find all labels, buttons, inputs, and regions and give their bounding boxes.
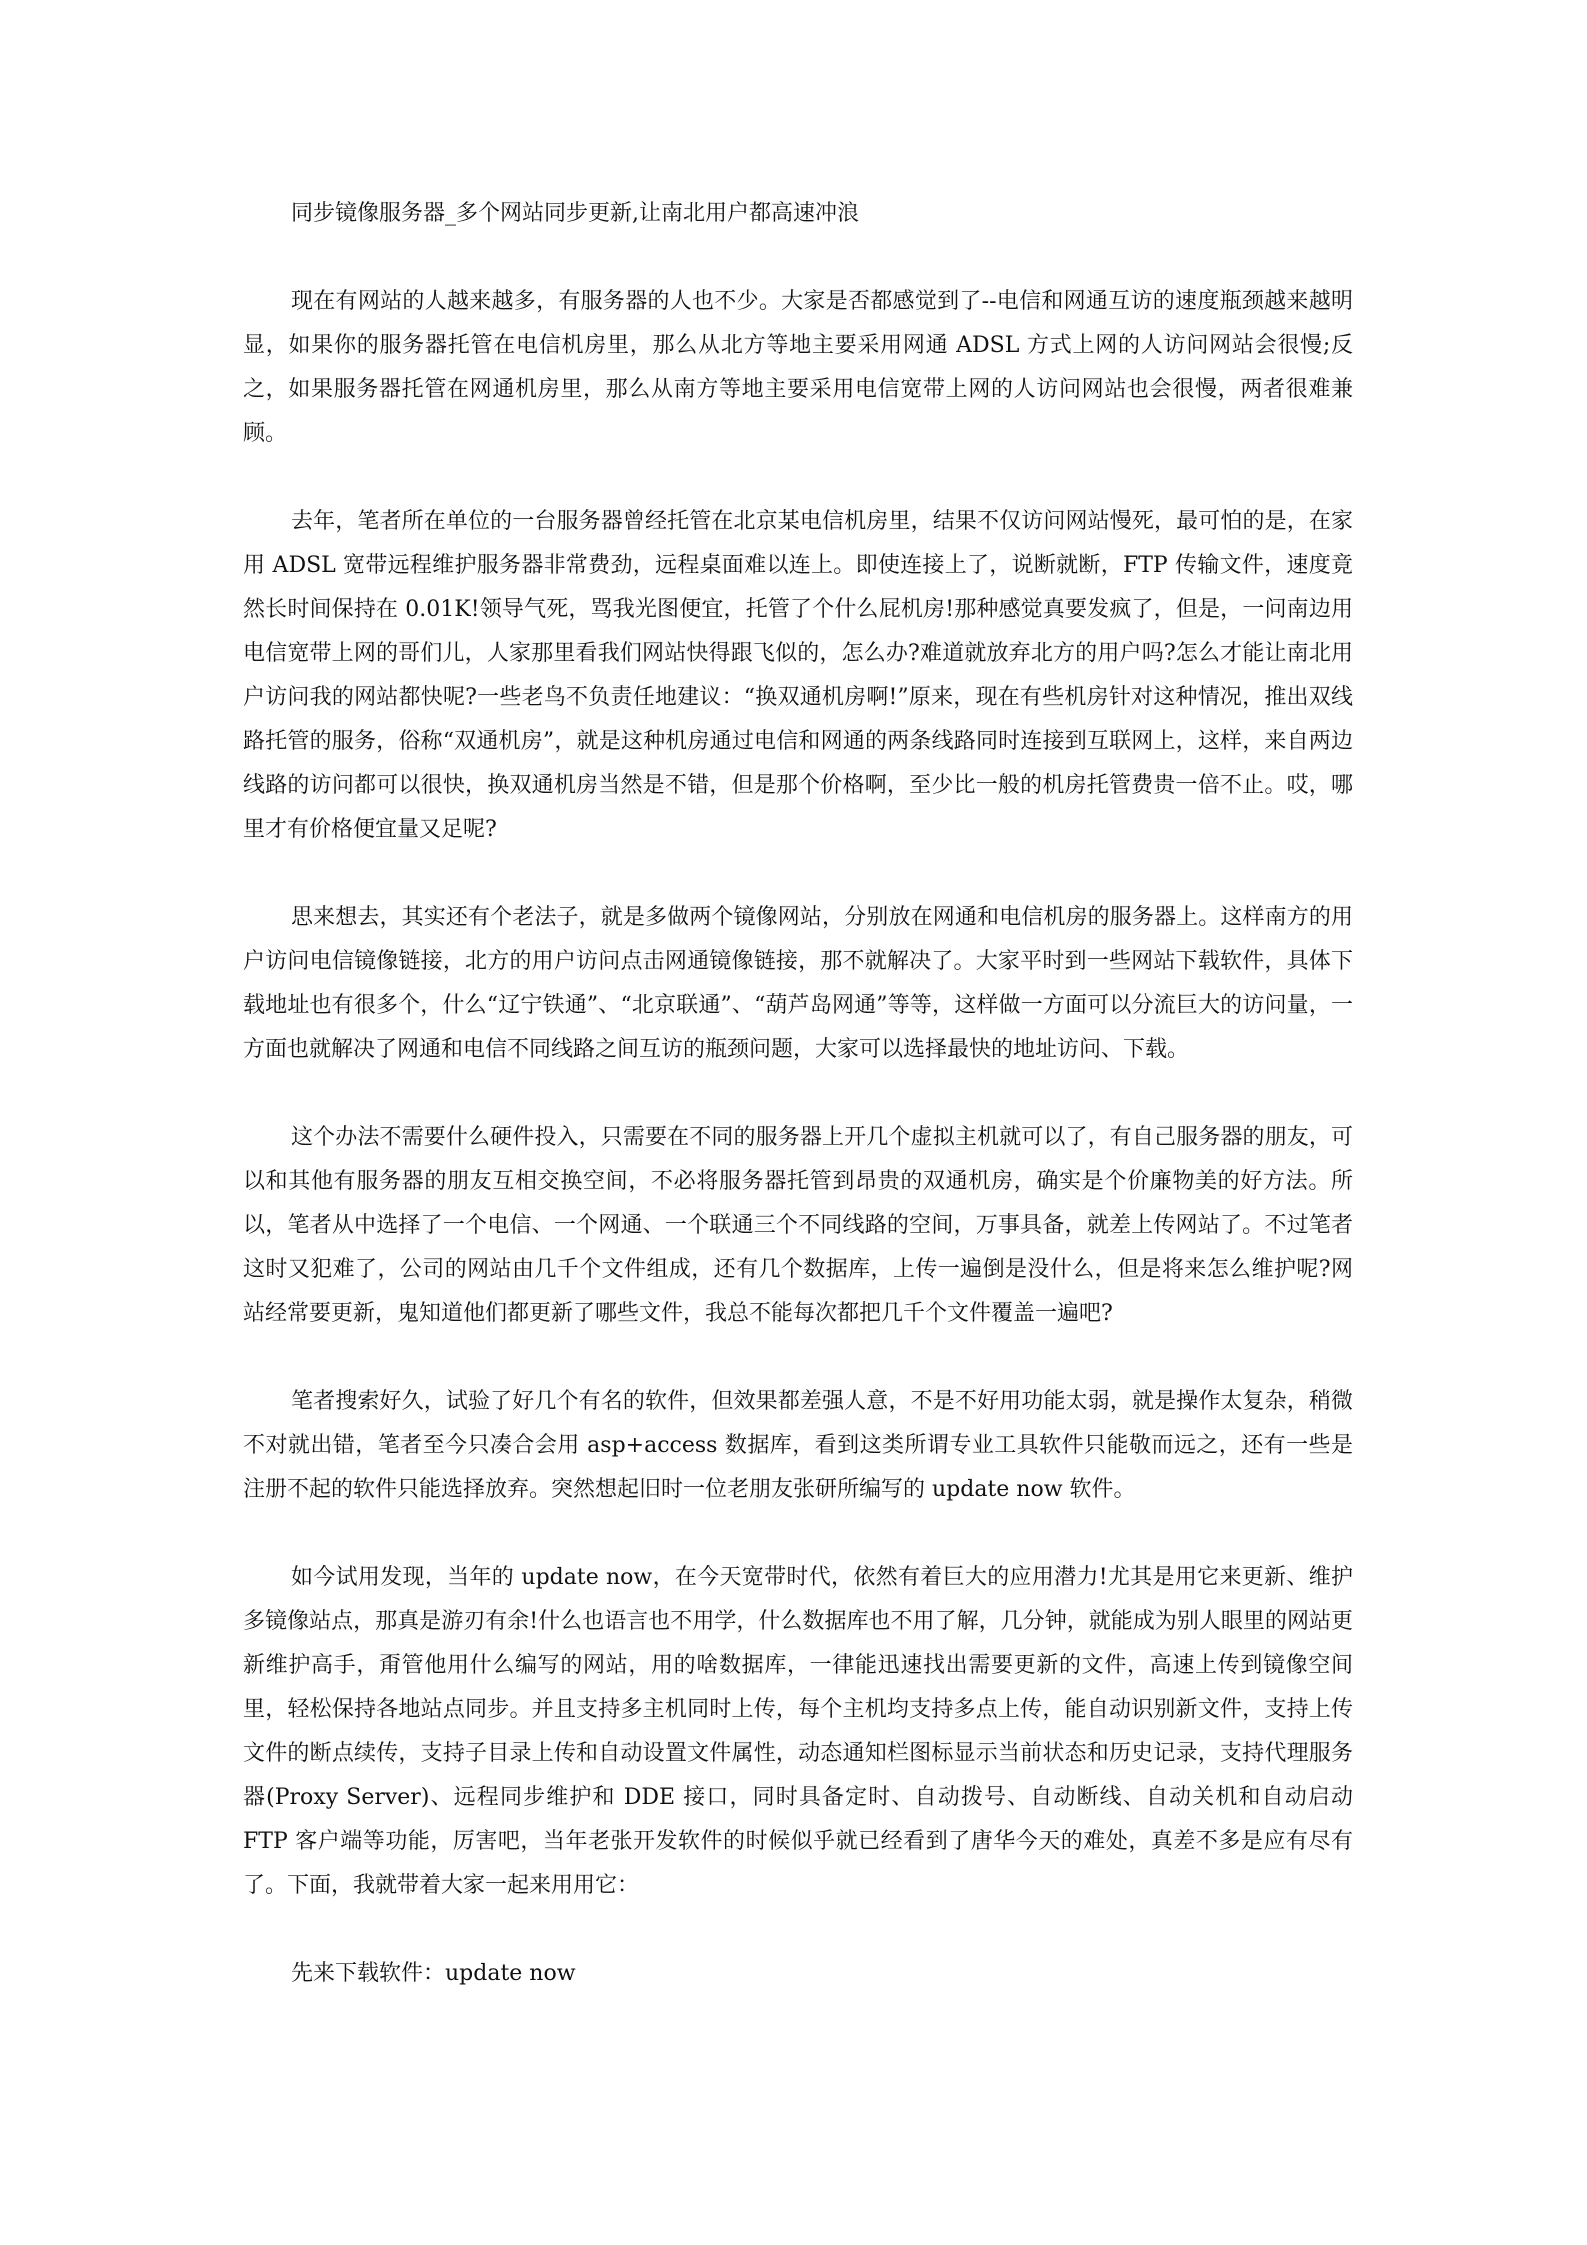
- paragraph-5: 笔者搜索好久，试验了好几个有名的软件，但效果都差强人意，不是不好用功能太弱，就是操作太复杂，稍微不对就出错，笔者至今只凑合会用 asp+access 数据库，看到这类所谓专业工具软件只能敬而远之，还有一些是注册不起的软件只能选择放弃。突然想起旧时一位老朋友张研所编写的 update now 软件。: [243, 1389, 1353, 1502]
- paragraph-6: 如今试用发现，当年的 update now，在今天宽带时代，依然有着巨大的应用潜力!尤其是用它来更新、维护多镜像站点，那真是游刃有余!什么也语言也不用学，什么数据库也不用了解，几分钟，就能成为别人眼里的网站更新维护高手，甭管他用什么编写的网站，用的啥数据库，一律能迅速找出需要更新的文件，高速上传到镜像空间里，轻松保持各地站点同步。并且支持多主机同时上传，每个主机均支持多点上传，能自动识别新文件，支持上传文件的断点续传，支持子目录上传和自动设置文件属性，动态通知栏图标显示当前状态和历史记录，支持代理服务器(Proxy Server)、远程同步维护和 DDE 接口，同时具备定时、自动拨号、自动断线、自动关机和自动启动 FTP 客户端等功能，厉害吧，当年老张开发软件的时候似乎就已经看到了唐华今天的难处，真差不多是应有尽有了。下面，我就带着大家一起来用用它：: [243, 1565, 1353, 1898]
- paragraph-4: 这个办法不需要什么硬件投入，只需要在不同的服务器上开几个虚拟主机就可以了，有自己服务器的朋友，可以和其他有服务器的朋友互相交换空间，不必将服务器托管到昂贵的双通机房，确实是个价廉物美的好方法。所以，笔者从中选择了一个电信、一个网通、一个联通三个不同线路的空间，万事具备，就差上传网站了。不过笔者这时又犯难了，公司的网站由几千个文件组成，还有几个数据库，上传一遍倒是没什么，但是将来怎么维护呢?网站经常要更新，鬼知道他们都更新了哪些文件，我总不能每次都把几千个文件覆盖一遍吧?: [243, 1125, 1353, 1326]
- paragraph-1: 现在有网站的人越来越多，有服务器的人也不少。大家是否都感觉到了--电信和网通互访的速度瓶颈越来越明显，如果你的服务器托管在电信机房里，那么从北方等地主要采用网通 ADSL 方式上网的人访问网站会很慢;反之，如果服务器托管在网通机房里，那么从南方等地主要采用电信宽带上网的人访问网站也会很慢，两者很难兼顾。: [243, 289, 1353, 446]
- paragraph-2: 去年，笔者所在单位的一台服务器曾经托管在北京某电信机房里，结果不仅访问网站慢死，最可怕的是，在家用 ADSL 宽带远程维护服务器非常费劲，远程桌面难以连上。即使连接上了，说断就断，FTP 传输文件，速度竟然长时间保持在 0.01K!领导气死，骂我光图便宜，托管了个什么屁机房!那种感觉真要发疯了，但是，一问南边用电信宽带上网的哥们儿，人家那里看我们网站快得跟飞似的，怎么办?难道就放弃北方的用户吗?怎么才能让南北用户访问我的网站都快呢?一些老鸟不负责任地建议：“换双通机房啊!”原来，现在有些机房针对这种情况，推出双线路托管的服务，俗称“双通机房”，就是这种机房通过电信和网通的两条线路同时连接到互联网上，这样，来自两边线路的访问都可以很快，换双通机房当然是不错，但是那个价格啊，至少比一般的机房托管费贵一倍不止。哎，哪里才有价格便宜量又足呢?: [243, 509, 1353, 842]
- closing-line: 先来下载软件：update now: [291, 1961, 576, 1986]
- document-title: 同步镜像服务器_多个网站同步更新,让南北用户都高速冲浪: [291, 201, 859, 226]
- paragraph-3: 思来想去，其实还有个老法子，就是多做两个镜像网站，分别放在网通和电信机房的服务器上。这样南方的用户访问电信镜像链接，北方的用户访问点击网通镜像链接，那不就解决了。大家平时到一些网站下载软件，具体下载地址也有很多个，什么“辽宁铁通”、“北京联通”、“葫芦岛网通”等等，这样做一方面可以分流巨大的访问量，一方面也就解决了网通和电信不同线路之间互访的瓶颈问题，大家可以选择最快的地址访问、下载。: [243, 905, 1353, 1062]
- document-body: [243, 192, 1353, 1996]
